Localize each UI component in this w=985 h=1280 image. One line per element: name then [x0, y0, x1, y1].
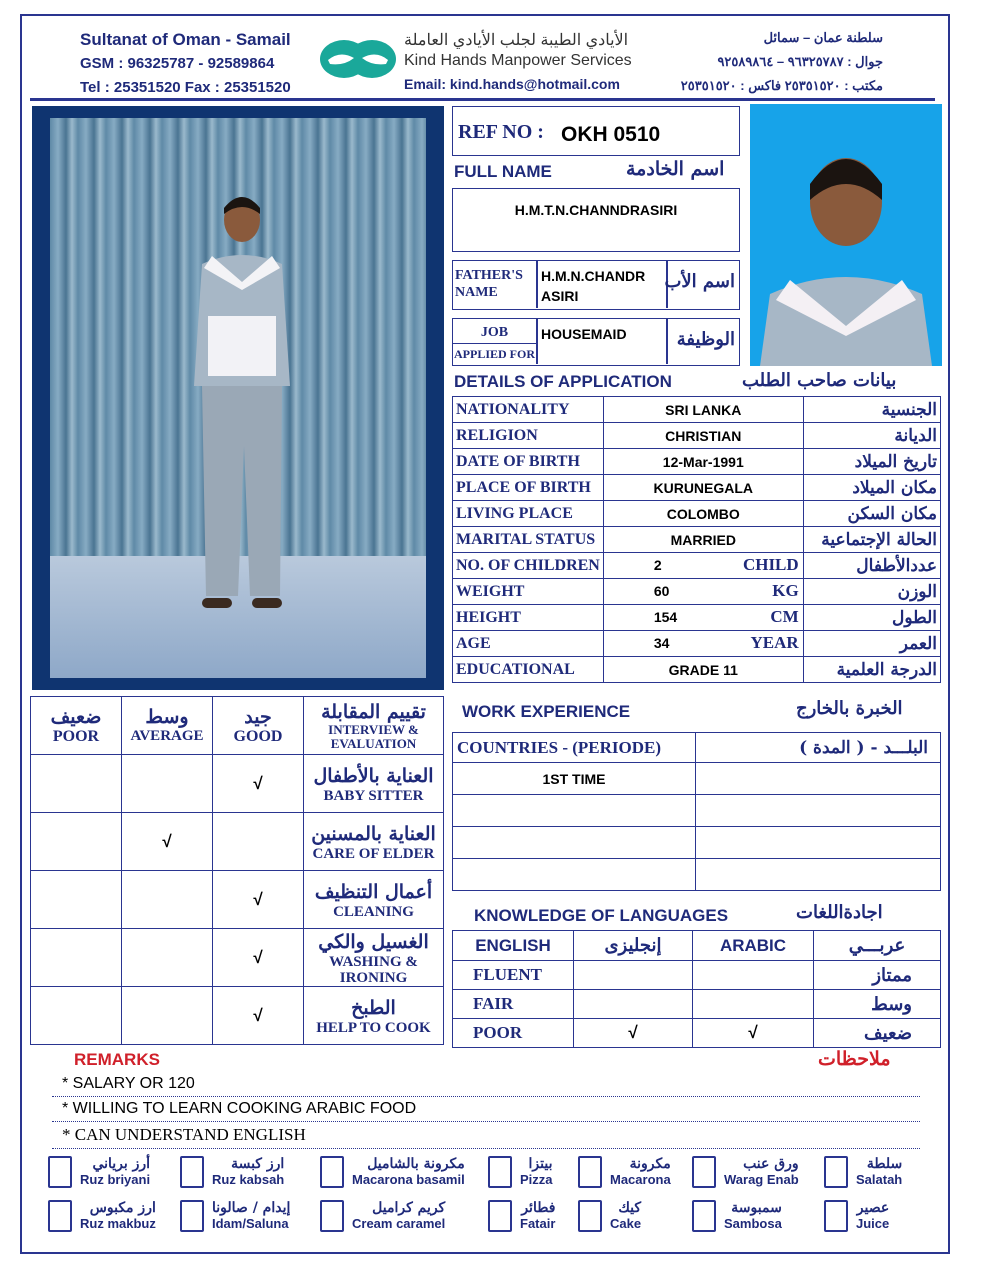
- details-row-value-cell: [603, 631, 803, 657]
- lang-arabic-header: ARABIC: [693, 931, 814, 961]
- food-checkbox[interactable]: [48, 1200, 72, 1232]
- eval-good-cell: √: [213, 755, 304, 813]
- language-level-ar: وسط: [814, 990, 941, 1019]
- food-label: [520, 1157, 553, 1187]
- food-label-ar: ارز كبسة: [231, 1156, 285, 1172]
- brand-name-ar: الأيادي الطيبة لجلب الأيادي العاملة: [404, 32, 629, 49]
- details-row-unit: CM: [770, 607, 799, 626]
- details-row-label-ar: مكان الميلاد: [803, 475, 940, 501]
- eval-col-poor-ar: ضعيف: [50, 705, 102, 728]
- evaluation-criterion-ar: الطبخ: [351, 996, 396, 1019]
- full-name-label: FULL NAME: [454, 162, 552, 181]
- details-row-label-ar: مكان السكن: [803, 501, 940, 527]
- job-box: [452, 318, 740, 366]
- eval-col-average: [122, 697, 213, 755]
- details-row-unit: YEAR: [750, 633, 799, 652]
- work-experience-row: [453, 763, 941, 795]
- eval-col-poor-en: POOR: [52, 727, 100, 745]
- work-experience-header: [453, 733, 941, 763]
- work-experience-row: [453, 795, 941, 827]
- eval-average-cell: [122, 929, 213, 987]
- details-row-unit: CHILD: [742, 555, 799, 574]
- evaluation-criterion: [304, 871, 444, 929]
- food-checkbox-item[interactable]: [578, 1156, 671, 1188]
- details-row-label-ar: الديانة: [803, 423, 940, 449]
- details-row: [453, 501, 941, 527]
- header-right: [681, 26, 883, 98]
- remarks-line-1: * SALARY OR 120: [52, 1072, 920, 1097]
- food-label-en: Fatair: [520, 1216, 556, 1231]
- food-label-ar: ارز مكبوس: [89, 1200, 156, 1216]
- eval-col-criteria-ar: تقييم المقابلة: [321, 700, 426, 723]
- food-label-en: Macarona basamil: [352, 1172, 465, 1187]
- details-table: [452, 396, 941, 683]
- evaluation-criterion-en: CLEANING: [333, 903, 414, 920]
- food-label-en: Ruz briyani: [80, 1172, 151, 1187]
- details-row-label: DATE OF BIRTH: [453, 449, 604, 475]
- eval-col-average-en: AVERAGE: [130, 728, 204, 744]
- language-english-mark: [574, 961, 693, 990]
- evaluation-row: [31, 813, 444, 871]
- food-label-en: Idam/Saluna: [212, 1216, 289, 1231]
- language-level: FLUENT: [453, 961, 574, 990]
- details-row-label: WEIGHT: [453, 579, 604, 605]
- person-figure-icon: [172, 186, 312, 626]
- evaluation-row: [31, 871, 444, 929]
- work-experience-row: [453, 859, 941, 891]
- language-row: [453, 1019, 941, 1048]
- evaluation-criterion: [304, 755, 444, 813]
- language-arabic-mark: √: [693, 1019, 814, 1048]
- eval-col-average-ar: وسط: [145, 706, 189, 728]
- food-label-en: Ruz makbuz: [80, 1216, 156, 1231]
- details-row-value-cell: [603, 553, 803, 579]
- food-label-ar: ورق عنب: [743, 1156, 799, 1172]
- details-row: [453, 397, 941, 423]
- eval-poor-cell: [31, 755, 122, 813]
- work-experience-row: [453, 827, 941, 859]
- details-row-label-ar: عددالأطفال: [803, 553, 940, 579]
- languages-table: [452, 930, 941, 1048]
- details-row-label: RELIGION: [453, 423, 604, 449]
- details-row-value-cell: SRI LANKA: [603, 397, 803, 423]
- food-label-ar: مكرونة: [629, 1156, 671, 1172]
- work-experience-table: [452, 732, 941, 891]
- details-row-label-ar: العمر: [803, 631, 940, 657]
- food-label: [352, 1157, 465, 1187]
- food-label-ar: بيتزا: [528, 1156, 553, 1172]
- food-checkbox[interactable]: [578, 1200, 602, 1232]
- details-row-value-cell: GRADE 11: [603, 657, 803, 683]
- work-country-period-ar: [696, 827, 941, 859]
- eval-poor-cell: [31, 987, 122, 1045]
- details-row-value: 60: [653, 583, 670, 599]
- food-label: [212, 1157, 284, 1187]
- food-checkbox-item[interactable]: [180, 1156, 284, 1188]
- work-experience-title-ar: الخبرة بالخارج: [796, 698, 903, 719]
- eval-col-good: [213, 697, 304, 755]
- food-label-ar: أرز برياني: [92, 1156, 151, 1172]
- evaluation-row: [31, 929, 444, 987]
- evaluation-criterion-en: HELP TO COOK: [316, 1019, 431, 1036]
- food-label-ar: إيدام / صالونا: [212, 1200, 291, 1216]
- evaluation-criterion-ar: العناية بالمسنين: [311, 822, 436, 845]
- eval-poor-cell: [31, 813, 122, 871]
- remarks-line-2: * WILLING TO LEARN COOKING ARABIC FOOD: [52, 1097, 920, 1122]
- ref-number-value: OKH 0510: [561, 123, 661, 146]
- food-checkbox-item[interactable]: [320, 1156, 465, 1188]
- evaluation-criterion: [304, 987, 444, 1045]
- header-left-title: Sultanat of Oman - Samail: [80, 30, 291, 49]
- remarks-list: [52, 1072, 920, 1149]
- details-row: [453, 553, 941, 579]
- details-row: [453, 657, 941, 683]
- details-row: [453, 527, 941, 553]
- details-row-label: PLACE OF BIRTH: [453, 475, 604, 501]
- remarks-line-3: * CAN UNDERSTAND ENGLISH: [52, 1122, 920, 1149]
- ref-number-label: REF NO :: [458, 121, 544, 143]
- details-row-value-cell: MARRIED: [603, 527, 803, 553]
- food-checkbox[interactable]: [180, 1156, 204, 1188]
- food-checkbox[interactable]: [824, 1156, 848, 1188]
- food-checkbox-item[interactable]: [488, 1200, 555, 1232]
- language-english-mark: √: [574, 1019, 693, 1048]
- details-row-unit: KG: [772, 581, 799, 600]
- eval-average-cell: √: [122, 813, 213, 871]
- food-checkbox-item[interactable]: [320, 1200, 445, 1232]
- details-title: DETAILS OF APPLICATION: [454, 372, 672, 391]
- food-label-ar: كيك: [618, 1200, 642, 1216]
- eval-average-cell: [122, 987, 213, 1045]
- work-col-en: COUNTRIES - (PERIODE): [453, 733, 696, 763]
- evaluation-header-row: [31, 697, 444, 755]
- food-checkbox[interactable]: [824, 1200, 848, 1232]
- evaluation-criterion-ar: العناية بالأطفال: [313, 764, 434, 787]
- food-label-ar: عصير: [856, 1200, 890, 1216]
- evaluation-table: [30, 696, 444, 1045]
- evaluation-criterion-en: CARE OF ELDER: [312, 845, 435, 862]
- details-row-label-ar: الدرجة العلمية: [803, 657, 940, 683]
- food-label: [352, 1201, 445, 1231]
- eval-good-cell: √: [213, 987, 304, 1045]
- food-label: [610, 1157, 671, 1187]
- food-label-en: Warag Enab: [724, 1172, 799, 1187]
- details-row-label-ar: الجنسية: [803, 397, 940, 423]
- evaluation-row: [31, 755, 444, 813]
- brand-email: Email: kind.hands@hotmail.com: [404, 76, 620, 92]
- portrait-figure-icon: [750, 104, 942, 366]
- kind-hands-logo-icon: [318, 38, 398, 80]
- food-checkbox[interactable]: [488, 1156, 512, 1188]
- details-row-value: 34: [653, 635, 670, 651]
- food-label-ar: سمبوسة: [731, 1200, 782, 1216]
- food-label-en: Macarona: [610, 1172, 671, 1187]
- brand-name-en: Kind Hands Manpower Services: [404, 52, 632, 69]
- food-checkbox[interactable]: [48, 1156, 72, 1188]
- evaluation-criterion-ar: الغسيل والكي: [318, 930, 429, 953]
- work-country-period: [453, 795, 696, 827]
- details-row-label: MARITAL STATUS: [453, 527, 604, 553]
- full-name-label-ar: اسم الخادمة: [626, 158, 725, 180]
- food-label-ar: مكرونة بالشاميل: [367, 1156, 465, 1172]
- header-left: [80, 28, 291, 100]
- details-row: [453, 631, 941, 657]
- language-arabic-mark: [693, 990, 814, 1019]
- details-row-value-cell: [603, 579, 803, 605]
- father-name-box: [452, 260, 740, 310]
- evaluation-criterion-ar: أعمال التنظيف: [314, 880, 433, 903]
- food-label-ar: فطائر: [521, 1200, 556, 1216]
- eval-good-cell: √: [213, 871, 304, 929]
- eval-col-good-ar: جيد: [244, 705, 272, 728]
- header-left-tel: Tel : 25351520 Fax : 25351520: [80, 79, 291, 96]
- food-checkbox-item[interactable]: [824, 1156, 902, 1188]
- job-value: HOUSEMAID: [541, 326, 627, 342]
- eval-poor-cell: [31, 871, 122, 929]
- language-row: [453, 990, 941, 1019]
- details-row-value-cell: 12-Mar-1991: [603, 449, 803, 475]
- header-left-gsm: GSM : 96325787 - 92589864: [80, 55, 275, 72]
- job-label-2: APPLIED FOR: [453, 343, 536, 364]
- work-experience-title: WORK EXPERIENCE: [462, 702, 631, 721]
- languages-title: KNOWLEDGE OF LANGUAGES: [474, 906, 729, 925]
- job-label-ar: الوظيفة: [676, 329, 735, 350]
- food-label: [724, 1201, 782, 1231]
- food-checkbox[interactable]: [488, 1200, 512, 1232]
- food-label-ar: كريم كراميل: [372, 1200, 446, 1216]
- language-english-mark: [574, 990, 693, 1019]
- food-label-en: Pizza: [520, 1172, 553, 1187]
- food-label: [610, 1201, 641, 1231]
- job-label-1: JOB: [480, 325, 509, 340]
- food-checkbox-item[interactable]: [48, 1156, 150, 1188]
- language-row: [453, 961, 941, 990]
- details-row-label-ar: تاريخ الميلاد: [803, 449, 940, 475]
- food-checkbox-item[interactable]: [824, 1200, 889, 1232]
- food-checkbox-item[interactable]: [180, 1200, 290, 1232]
- food-checkbox-item[interactable]: [692, 1156, 799, 1188]
- eval-col-good-en: GOOD: [233, 727, 283, 745]
- details-row-label: NATIONALITY: [453, 397, 604, 423]
- food-label-en: Salatah: [856, 1172, 903, 1187]
- details-row-value-cell: CHRISTIAN: [603, 423, 803, 449]
- details-row-label-ar: الحالة الإجتماعية: [803, 527, 940, 553]
- details-row-value-cell: [603, 605, 803, 631]
- eval-good-cell: [213, 813, 304, 871]
- languages-title-ar: اجادةاللغات: [796, 902, 883, 923]
- work-col-ar: البلـــد - ( المدة ): [696, 733, 941, 763]
- food-checkbox[interactable]: [578, 1156, 602, 1188]
- food-label: [80, 1157, 150, 1187]
- food-label: [856, 1157, 902, 1187]
- language-level: POOR: [453, 1019, 574, 1048]
- details-row-label-ar: الطول: [803, 605, 940, 631]
- full-body-photo: [32, 106, 444, 690]
- work-country-period-ar: [696, 763, 941, 795]
- food-label-en: Sambosa: [724, 1216, 782, 1231]
- food-checklist: [48, 1156, 928, 1252]
- details-title-ar: بيانات صاحب الطلب: [742, 370, 897, 391]
- header-divider: [30, 98, 935, 101]
- remarks-title: REMARKS: [74, 1050, 160, 1069]
- language-arabic-mark: [693, 961, 814, 990]
- work-country-period: 1ST TIME: [453, 763, 696, 795]
- full-name-box: [452, 188, 740, 252]
- food-checkbox[interactable]: [320, 1156, 344, 1188]
- work-country-period: [453, 827, 696, 859]
- food-label: [520, 1201, 555, 1231]
- details-row: [453, 449, 941, 475]
- work-country-period: [453, 859, 696, 891]
- header-right-mobile: جوال : ٩٦٣٢٥٧٨٧ – ٩٢٥٨٩٨٦٤: [717, 54, 883, 69]
- father-name-label-1: FATHER'S: [455, 268, 523, 283]
- food-label-en: Cream caramel: [352, 1216, 446, 1231]
- evaluation-criterion: [304, 929, 444, 987]
- lang-english-header: ENGLISH: [453, 931, 574, 961]
- food-checkbox[interactable]: [692, 1200, 716, 1232]
- details-row-value-cell: KURUNEGALA: [603, 475, 803, 501]
- food-checkbox[interactable]: [692, 1156, 716, 1188]
- work-country-period-ar: [696, 859, 941, 891]
- food-checkbox[interactable]: [320, 1200, 344, 1232]
- details-row-value: 154: [653, 609, 678, 625]
- food-checkbox-item[interactable]: [488, 1156, 553, 1188]
- header-right-title: سلطنة عمان – سمائل: [763, 30, 883, 45]
- eval-good-cell: √: [213, 929, 304, 987]
- father-name-value: H.M.N.CHANDR ASIRI: [541, 268, 646, 304]
- details-row-value: 2: [653, 557, 662, 573]
- details-row: [453, 475, 941, 501]
- details-row: [453, 423, 941, 449]
- food-label: [724, 1157, 799, 1187]
- evaluation-criterion-en: WASHING & IRONING: [329, 953, 418, 986]
- eval-col-criteria: [304, 697, 444, 755]
- food-label: [80, 1201, 156, 1231]
- details-row-label: AGE: [453, 631, 604, 657]
- language-level-ar: ممتاز: [814, 961, 941, 990]
- food-label-en: Juice: [856, 1216, 890, 1231]
- food-checkbox[interactable]: [180, 1200, 204, 1232]
- eval-poor-cell: [31, 929, 122, 987]
- lang-arabic-header-ar: عربـــي: [814, 931, 941, 961]
- details-row-label: LIVING PLACE: [453, 501, 604, 527]
- ref-number-box: [452, 106, 740, 156]
- details-row-label-ar: الوزن: [803, 579, 940, 605]
- food-checkbox-item[interactable]: [692, 1200, 782, 1232]
- food-label: [212, 1201, 290, 1231]
- full-name-value: H.M.T.N.CHANNDRASIRI: [514, 202, 678, 218]
- details-row-label: NO. OF CHILDREN: [453, 553, 604, 579]
- evaluation-criterion-en: BABY SITTER: [323, 787, 424, 804]
- food-checkbox-item[interactable]: [48, 1200, 156, 1232]
- details-row-label: HEIGHT: [453, 605, 604, 631]
- language-level: FAIR: [453, 990, 574, 1019]
- lang-english-header-ar: إنجليزى: [574, 931, 693, 961]
- languages-header: [453, 931, 941, 961]
- work-country-period-ar: [696, 795, 941, 827]
- food-label-en: Cake: [610, 1216, 642, 1231]
- food-checkbox-item[interactable]: [578, 1200, 641, 1232]
- food-label: [856, 1201, 889, 1231]
- eval-average-cell: [122, 871, 213, 929]
- food-label-en: Ruz kabsah: [212, 1172, 285, 1187]
- eval-col-poor: [31, 697, 122, 755]
- details-row: [453, 579, 941, 605]
- header-right-office: مكتب : ٢٥٣٥١٥٢٠ فاكس : ٢٥٣٥١٥٢٠: [680, 78, 883, 93]
- details-row-value-cell: COLOMBO: [603, 501, 803, 527]
- evaluation-row: [31, 987, 444, 1045]
- language-level-ar: ضعيف: [814, 1019, 941, 1048]
- eval-average-cell: [122, 755, 213, 813]
- details-row-label: EDUCATIONAL: [453, 657, 604, 683]
- details-row: [453, 605, 941, 631]
- eval-col-criteria-en: INTERVIEW & EVALUATION: [328, 721, 419, 751]
- remarks-title-ar: ملاحظات: [818, 1048, 891, 1070]
- food-label-ar: سلطة: [866, 1156, 903, 1172]
- father-name-label-2: NAME: [455, 285, 498, 300]
- evaluation-criterion: [304, 813, 444, 871]
- father-name-label-ar: اسم الأب: [664, 271, 735, 292]
- portrait-photo: [750, 104, 942, 366]
